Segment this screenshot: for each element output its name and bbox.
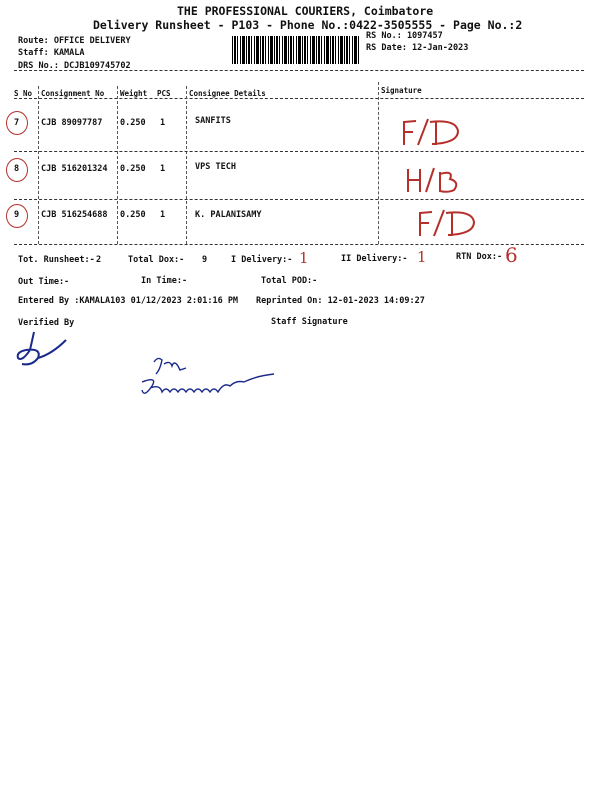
staff-signature-label: Staff Signature	[271, 317, 348, 327]
rtn-dox-label: RTN Dox:-	[456, 252, 503, 262]
in-time: In Time:-	[141, 276, 188, 286]
ii-delivery-value: 1	[417, 248, 427, 266]
ii-delivery-label: II Delivery:-	[341, 254, 408, 264]
row-sno: 7	[14, 118, 20, 128]
tot-runsheet-value: 2	[96, 255, 102, 265]
col-signature: Signature	[381, 86, 422, 95]
col-consignee: Consignee Details	[189, 89, 266, 98]
row-divider	[14, 199, 584, 200]
row-consignment: CJB 516254688	[41, 210, 108, 220]
col-consignment: Consignment No	[41, 89, 105, 98]
total-dox-value: 9	[202, 255, 208, 265]
staff-signature	[140, 352, 282, 404]
row-consignee: K. PALANISAMY	[195, 210, 262, 220]
handwritten-fd	[416, 208, 480, 238]
col-rule	[378, 82, 379, 244]
row-sno: 9	[14, 210, 20, 220]
col-sno: S No	[14, 89, 33, 98]
company-title: THE PROFESSIONAL COURIERS, Coimbatore	[177, 4, 434, 18]
col-rule	[38, 86, 39, 244]
handwritten-hb	[404, 166, 468, 194]
row-consignee: SANFITS	[195, 116, 231, 126]
total-dox-label: Total Dox:-	[128, 255, 185, 265]
staff: Staff: KAMALA	[18, 48, 85, 58]
rtn-dox-value: 6	[505, 243, 518, 267]
out-time: Out Time:-	[18, 277, 70, 287]
col-pcs: PCS	[157, 89, 171, 98]
row-weight: 0.250	[120, 164, 146, 174]
row-weight: 0.250	[120, 118, 146, 128]
i-delivery-value: 1	[299, 249, 309, 267]
runsheet-title: Delivery Runsheet - P103 - Phone No.:0422-3505555 - Page No.:2	[93, 18, 523, 32]
handwritten-fd	[400, 117, 464, 147]
row-consignment: CJB 516201324	[41, 164, 108, 174]
row-consignment: CJB 89097787	[41, 118, 103, 128]
col-rule	[117, 86, 118, 244]
header-divider	[14, 70, 584, 71]
row-weight: 0.250	[120, 210, 146, 220]
entered-by: Entered By :KAMALA103 01/12/2023 2:01:16 PM	[18, 296, 239, 306]
col-rule	[186, 86, 187, 244]
verified-by: Verified By	[18, 318, 75, 328]
tot-runsheet-label: Tot. Runsheet:-	[18, 255, 95, 265]
columns-divider	[14, 98, 584, 99]
rs-date: RS Date: 12-Jan-2023	[366, 43, 469, 53]
verifier-signature	[12, 328, 70, 368]
i-delivery-label: I Delivery:-	[231, 255, 293, 265]
rs-number: RS No.: 1097457	[366, 31, 443, 41]
total-pod: Total POD:-	[261, 276, 318, 286]
route: Route: OFFICE DELIVERY	[18, 36, 131, 46]
row-pcs: 1	[160, 164, 166, 174]
row-pcs: 1	[160, 118, 166, 128]
drs-number: DRS No.: DCJB109745702	[18, 61, 131, 71]
col-weight: Weight	[120, 89, 148, 98]
reprinted-on: Reprinted On: 12-01-2023 14:09:27	[256, 296, 425, 306]
row-pcs: 1	[160, 210, 166, 220]
table-bottom-divider	[14, 244, 584, 245]
row-divider	[14, 151, 584, 152]
barcode	[232, 36, 360, 64]
row-sno: 8	[14, 164, 20, 174]
row-consignee: VPS TECH	[195, 162, 236, 172]
